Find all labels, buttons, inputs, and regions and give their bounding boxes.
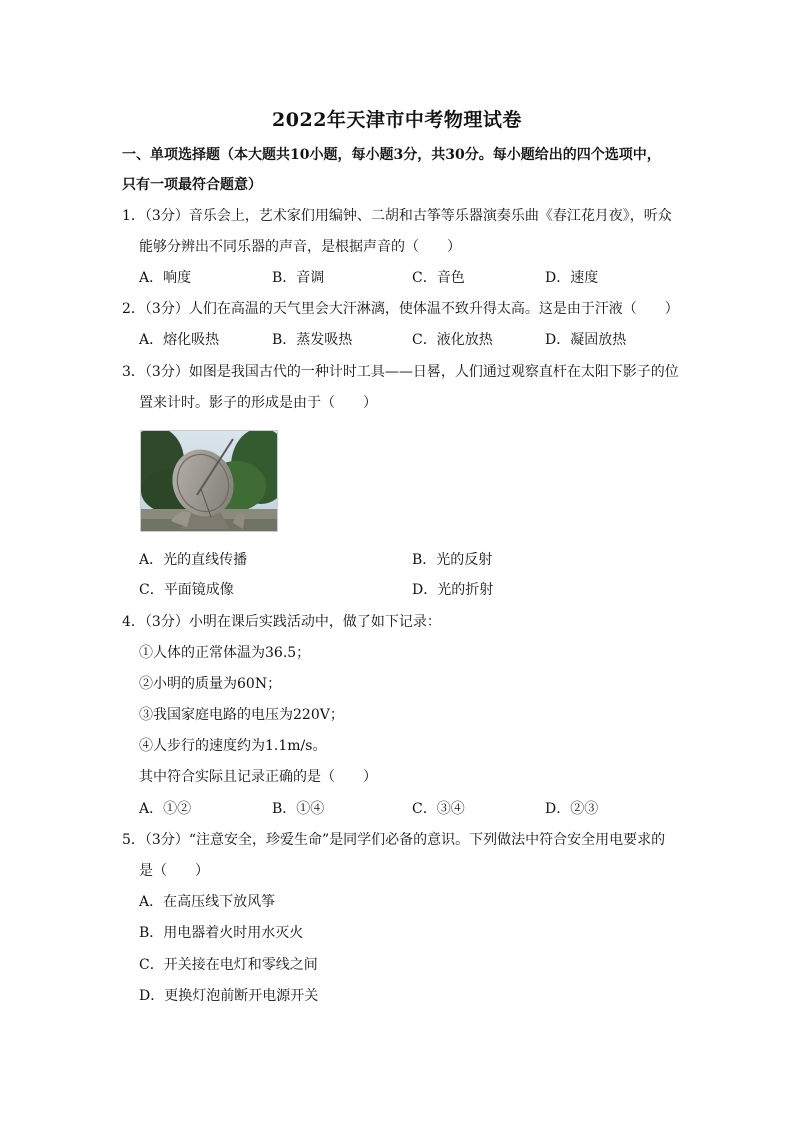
q2-option-d: D．凝固放热 <box>545 332 627 348</box>
q3-option-c: C．平面镜成像 <box>139 582 234 598</box>
page-title: 2022年天津市中考物理试卷 <box>272 109 522 131</box>
q4-record-item-2: ②小明的质量为60N； <box>139 676 282 692</box>
q4-record-item-1: ①人体的正常体温为36.5； <box>139 645 311 661</box>
q5-option-b: B．用电器着火时用水灭火 <box>139 925 304 941</box>
q2-option-a: A．熔化吸热 <box>139 332 220 348</box>
q4-option-b: B．①④ <box>272 801 325 817</box>
q3-stem-line2: 置来计时。影子的形成是由于（ ） <box>139 395 377 411</box>
q2-stem-line1: 2．（3分）人们在高温的天气里会大汗淋漓，使体温不致升得太高。这是由于汗液（ ） <box>122 301 679 317</box>
q1-stem-line2: 能够分辨出不同乐器的声音，是根据声音的（ ） <box>139 239 461 255</box>
q3-option-b: B．光的反射 <box>412 552 493 568</box>
q3-option-d: D．光的折射 <box>412 582 494 598</box>
q1-option-c: C．音色 <box>412 270 465 286</box>
q3-stem-line1: 3．（3分）如图是我国古代的一种计时工具——日晷，人们通过观察直杆在太阳下影子的位 <box>122 364 679 380</box>
sundial-image <box>140 430 278 532</box>
q1-option-d: D．速度 <box>545 270 599 286</box>
section-heading-line2: 只有一项最符合题意） <box>122 177 262 193</box>
q4-stem-question: 其中符合实际且记录正确的是（ ） <box>139 769 377 785</box>
q3-option-a: A．光的直线传播 <box>139 552 248 568</box>
section-heading-line1: 一、单项选择题（本大题共10小题，每小题3分，共30分。每小题给出的四个选项中， <box>122 147 661 163</box>
q4-option-d: D．②③ <box>545 801 599 817</box>
q4-stem-line1: 4．（3分）小明在课后实践活动中，做了如下记录： <box>122 614 441 630</box>
q4-option-a: A．①② <box>139 801 192 817</box>
q5-option-d: D．更换灯泡前断开电源开关 <box>139 988 319 1004</box>
q5-stem-line2: 是（ ） <box>139 863 209 879</box>
q4-record-item-3: ③我国家庭电路的电压为220V； <box>139 707 344 723</box>
q1-stem-line1: 1．（3分）音乐会上，艺术家们用编钟、二胡和古筝等乐器演奏乐曲《春江花月夜》，听众 <box>122 208 672 224</box>
q2-option-c: C．液化放热 <box>412 332 493 348</box>
q1-option-a: A．响度 <box>139 270 192 286</box>
q5-option-a: A．在高压线下放风筝 <box>139 894 276 910</box>
q4-record-item-4: ④人步行的速度约为1.1m/s。 <box>139 738 327 754</box>
q2-option-b: B．蒸发吸热 <box>272 332 353 348</box>
q5-option-c: C．开关接在电灯和零线之间 <box>139 957 318 973</box>
q5-stem-line1: 5．（3分）“注意安全，珍爱生命”是同学们必备的意识。下列做法中符合安全用电要求的 <box>122 832 666 848</box>
q4-option-c: C．③④ <box>412 801 465 817</box>
q1-option-b: B．音调 <box>272 270 325 286</box>
